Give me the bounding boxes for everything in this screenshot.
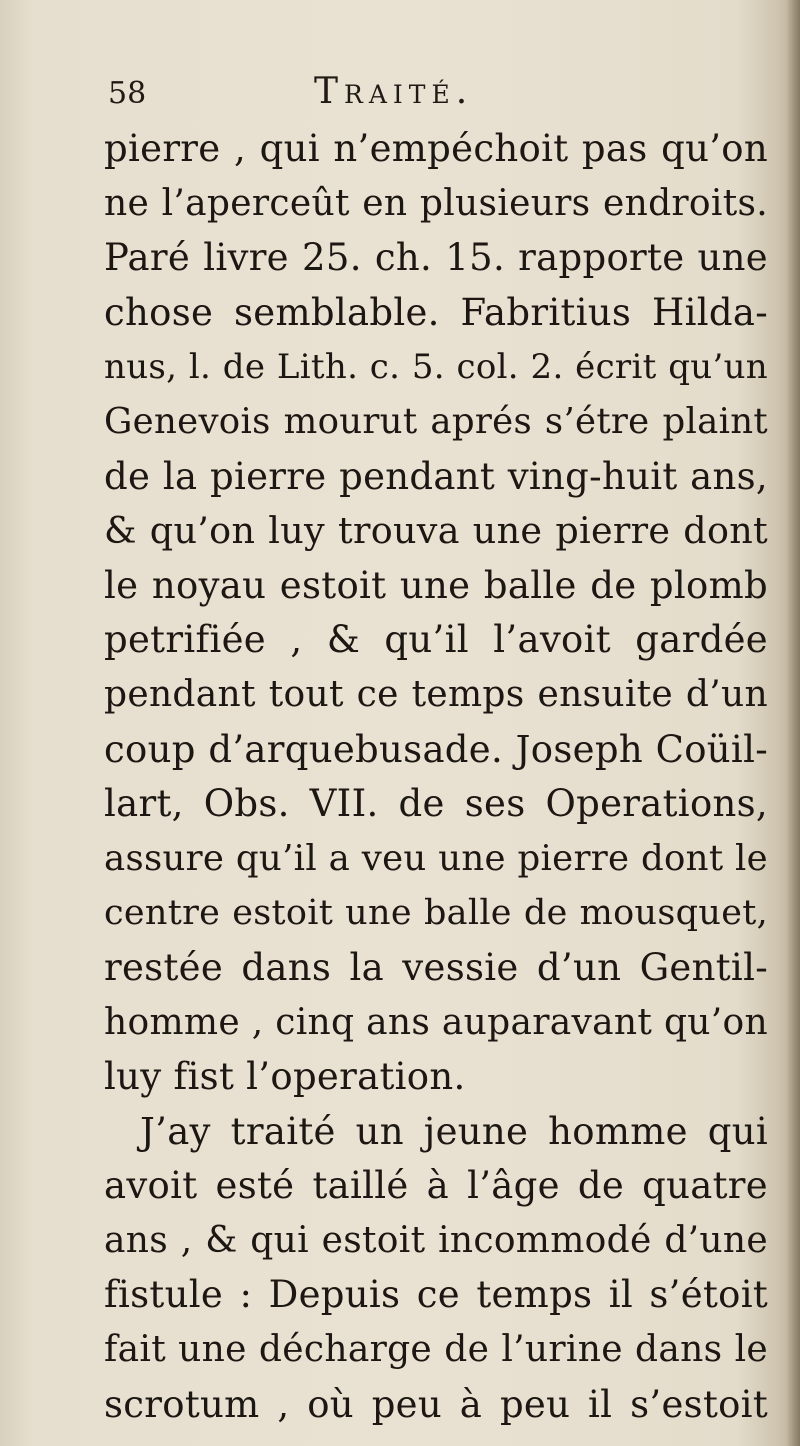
text-line: fistule : Depuis ce temps il s’étoit [104, 1273, 768, 1317]
body-text [104, 122, 768, 1432]
text-line: centre estoit une balle de mousquet, [104, 893, 768, 934]
page-number: 58 [108, 76, 147, 111]
text-line: le noyau estoit une balle de plomb [104, 563, 768, 607]
text-line: restée dans la vessie d’un Gentil- [104, 945, 768, 989]
text-line: petrifiée , & qu’il l’avoit gardée [104, 618, 768, 662]
text-line: ans , & qui estoit incommodé d’une [104, 1219, 768, 1261]
text-line: chose semblable. Fabritius Hilda- [104, 290, 768, 334]
text-line: & qu’on luy trouva une pierre dont [104, 509, 768, 553]
text-line: fait une décharge de l’urine dans le [104, 1329, 768, 1371]
text-line: Genevois mourut aprés s’étre plaint [104, 400, 768, 442]
text-line: assure qu’il a veu une pierre dont le [104, 837, 768, 879]
text-line: Paré livre 25. ch. 15. rapporte une [104, 236, 768, 280]
text-line: nus, l. de Lith. c. 5. col. 2. écrit qu’un [104, 347, 768, 388]
page-edge-shadow [786, 0, 800, 1446]
text-line: avoit esté taillé à l’âge de quatre [104, 1164, 768, 1208]
text-line: pierre , qui n’empéchoit pas qu’on [104, 127, 768, 170]
text-line: lart, Obs. VII. de ses Operations, [104, 782, 768, 826]
text-line: homme , cinq ans auparavant qu’on [104, 1001, 768, 1043]
running-head [108, 72, 748, 116]
running-title: Traité. [314, 71, 474, 112]
text-line: coup d’arquebusade. Joseph Coüil- [104, 727, 768, 771]
text-line: ne l’aperceût en plusieurs endroits. [104, 182, 768, 224]
text-line: scrotum , où peu à peu il s’estoit [104, 1382, 768, 1426]
paragraph-start-line: J’ay traité un jeune homme qui [140, 1109, 768, 1153]
text-line: de la pierre pendant ving-huit ans, [104, 454, 768, 498]
paragraph-end-line: luy fist l’operation. [104, 1055, 466, 1099]
text-line: pendant tout ce temps ensuite d’un [104, 673, 768, 715]
